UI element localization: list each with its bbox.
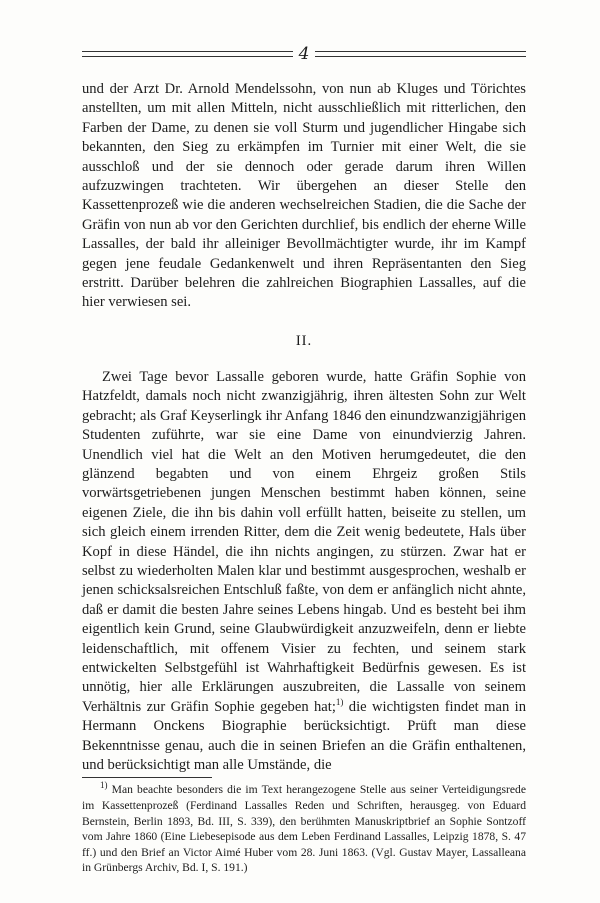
paragraph-continued: und der Arzt Dr. Arnold Mendelssohn, von nun ab Kluges und Törichtes anstellten, um mit allen Mitteln, nicht ausschließlich mit ritterlichen, den Farben der Dame, zu denen sie voll Sturm und jugendlicher Hingabe sich bekannten, den Sieg zu erkämpfen im Turnier mit einer Welt, die sie ausschloß und der sie dennoch oder gerade darum ihren Willen aufzuzwingen trachteten. Wir übergehen an dieser Stelle den Kassettenprozeß wie die anderen wechselreichen Stadien, die die Sache der Gräfin von nun ab vor den Gerichten durchlief, bis endlich der eherne Wille Lassalles, der bald ihr alleiniger Bevollmächtigter wurde, ihr im Kampf gegen jene feudale Gedankenwelt und ihren Repräsentanten den Sieg erstritt. Darüber belehren die zahlreichen Biographien Lassalles, auf die hier verwiesen sei. (82, 81, 526, 311)
running-header (82, 44, 526, 64)
footnote-text: Man beachte besonders die im Text herangezogene Stelle aus seiner Verteidigungsrede im Kassettenprozeß (Ferdinand Lassalles Reden und Schriften, herausgeg. von Eduard Bernstein, Berlin 1893, Bd. III, S. 339), den berühmten Manuskriptbrief an Sophie Sontzoff vom Jahre 1860 (Eine Liebesepisode aus dem Leben Ferdinand Lassalles, Leipzig 1878, S. 47 ff.) und den Brief an Victor Aimé Huber vom 28. Juni 1863. (Vgl. Gustav Mayer, Lassalleana in Grünbergs Archiv, Bd. I, S. 191.) (82, 783, 526, 875)
header-rule-right (315, 51, 526, 57)
body-text (82, 80, 526, 775)
page (82, 44, 526, 876)
paragraph-text: Zwei Tage bevor Lassalle geboren wurde, hatte Gräfin Sophie von Hatzfeldt, damals noch nicht zwanzigjährig, ihren ältesten Sohn zur Welt gebracht; als Graf Keyserlingk ihr Anfang 1846 den einundzwanzigjährigen Studenten zuführte, war sie eine Dame von einundvierzig Jahren. Unendlich viel hat die Welt an den Motiven herumgedeutet, die den glänzend begabten und von einem Ehrgeiz großen Stils vorwärtsgetriebenen jungen Menschen bestimmt haben können, seine eigenen Ziele, die ihn bis dahin voll erfüllt hatten, beiseite zu stellen, um sich gleich einem irrenden Ritter, dem die Zeit wenig bedeutete, Hals über Kopf in diese Händel, die ihn nichts angingen, zu stürzen. Zwar hat er selbst zu wiederholten Malen klar und bestimmt ausgesprochen, weshalb er jenen schicksalsreichen Entschluß faßte, von dem er anfänglich nicht ahnte, daß er damit die besten Jahre seines Lebens hingab. Und es besteht bei ihm eigentlich kein Grund, seine Glaubwürdigkeit anzuzweifeln, denn er liebte leidenschaftlich, mit offenem Visier zu fechten, und seinem stark entwickelten Selbstgefühl ist Wahrhaftigkeit Bedürfnis gewesen. Es ist unnötig, hier alle Erklärungen auszubreiten, die Lassalle von seinem Verhältnis zur Gräfin Sophie gegeben hat; (82, 368, 526, 715)
page-number: 4 (298, 44, 310, 64)
footnote (82, 782, 526, 876)
section-heading: II. (295, 332, 313, 349)
header-rule-left (82, 51, 293, 57)
paragraph-text-continued: die wichtigsten findet man in Hermann Onckens Biographie berücksichtigt. Prüft man diese Bekenntnisse genau, auch die in seinen Briefen an die Gräfin enthaltenen, und berücksichtigt man alle Umstände, die (82, 698, 526, 773)
footnote-divider (82, 777, 212, 778)
footnote-marker: 1) (100, 780, 108, 791)
paragraph-section-two (82, 368, 526, 776)
footnote-reference: 1) (335, 696, 344, 707)
